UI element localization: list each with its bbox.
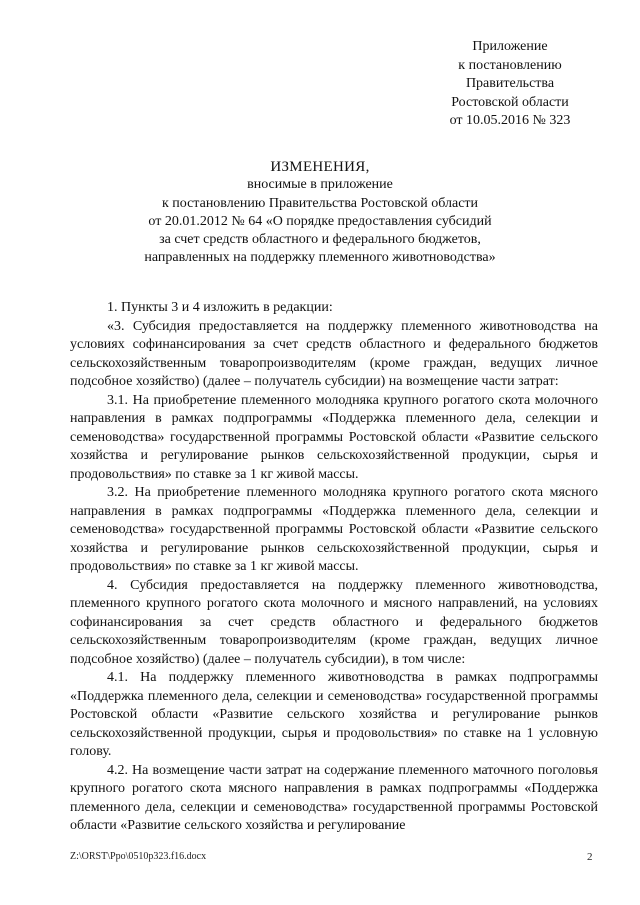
title-line: от 20.01.2012 № 64 «О порядке предоставления субсидий (148, 213, 492, 229)
title-line: к постановлению Правительства Ростовской области (161, 195, 479, 211)
paragraph-3-2: 3.2. На приобретение племенного молодняка крупного рогатого скота мясного направления в рамках подпрограммы «Поддержка племенного дела, селекции и семеноводства» государственной программы Ростовской области «Развитие сельского хозяйства и регулирование рынков сельскохозяйственной продукции, сырья и продовольствия» по ставке за 1 кг живой массы. (70, 485, 598, 574)
page-number: 2 (587, 851, 593, 863)
appendix-header (400, 38, 620, 131)
footer-file-path: Z:\ORST\Ppo\0510p323.f16.docx (70, 851, 207, 862)
document-title (60, 158, 580, 268)
document-body (70, 299, 598, 836)
paragraph-4-2: 4.2. На возмещение части затрат на содержание племенного маточного поголовья крупного рогатого скота мясного направления в рамках подпрограммы «Поддержка племенного дела, селекции и семеноводства» государственной программы Ростовской области «Развитие сельского хозяйства и регулирование (70, 762, 598, 833)
paragraph-3-1: 3.1. На приобретение племенного молодняка крупного рогатого скота молочного направления в рамках подпрограммы «Поддержка племенного дела, селекции и семеноводства» государственной программы Ростовской области «Развитие сельского хозяйства и регулирование рынков сельскохозяйственной продукции, сырья и продовольствия» по ставке за 1 кг живой массы. (70, 392, 598, 482)
title-main: ИЗМЕНЕНИЯ, (270, 159, 370, 175)
paragraph-4-1: 4.1. На поддержку племенного животноводства в рамках подпрограммы «Поддержка племенного дела, селекции и семеноводства» государственной программы Ростовской области «Развитие сельского хозяйства и регулирование рынков сельскохозяйственной продукции, сырья и продовольствия» по ставке на 1 условную голову. (70, 670, 598, 759)
paragraph-4: 4. Субсидия предоставляется на поддержку племенного животноводства, племенного крупного рогатого скота молочного и мясного направлений, на условиях софинансирования за счет средств областного и федерального бюджетов сельскохозяйственным товаропроизводителям (кроме граждан, ведущих личное подсобное хозяйство) (далее – получатель субсидии), в том числе: (70, 577, 598, 667)
title-line: вносимые в приложение (247, 177, 393, 193)
appendix-line: к постановлению (458, 57, 562, 73)
appendix-line: Приложение (472, 39, 548, 54)
paragraph-intro: 1. Пункты 3 и 4 изложить в редакции: (107, 300, 333, 315)
appendix-date-number: от 10.05.2016 № 323 (449, 113, 571, 128)
paragraph-3: «3. Субсидия предоставляется на поддержку племенного животноводства на условиях софинансирования за счет средств областного и федерального бюджетов сельскохозяйственным товаропроизводителям (кроме граждан, ведущих личное подсобное хозяйство) (далее – получатель субсидии) на возмещение части затрат: (70, 318, 598, 389)
title-line: направленных на поддержку племенного животноводства» (144, 250, 496, 266)
appendix-line: Правительства (465, 76, 555, 91)
appendix-line: Ростовской области (451, 94, 569, 110)
title-line: за счет средств областного и федерального бюджетов, (159, 232, 481, 248)
